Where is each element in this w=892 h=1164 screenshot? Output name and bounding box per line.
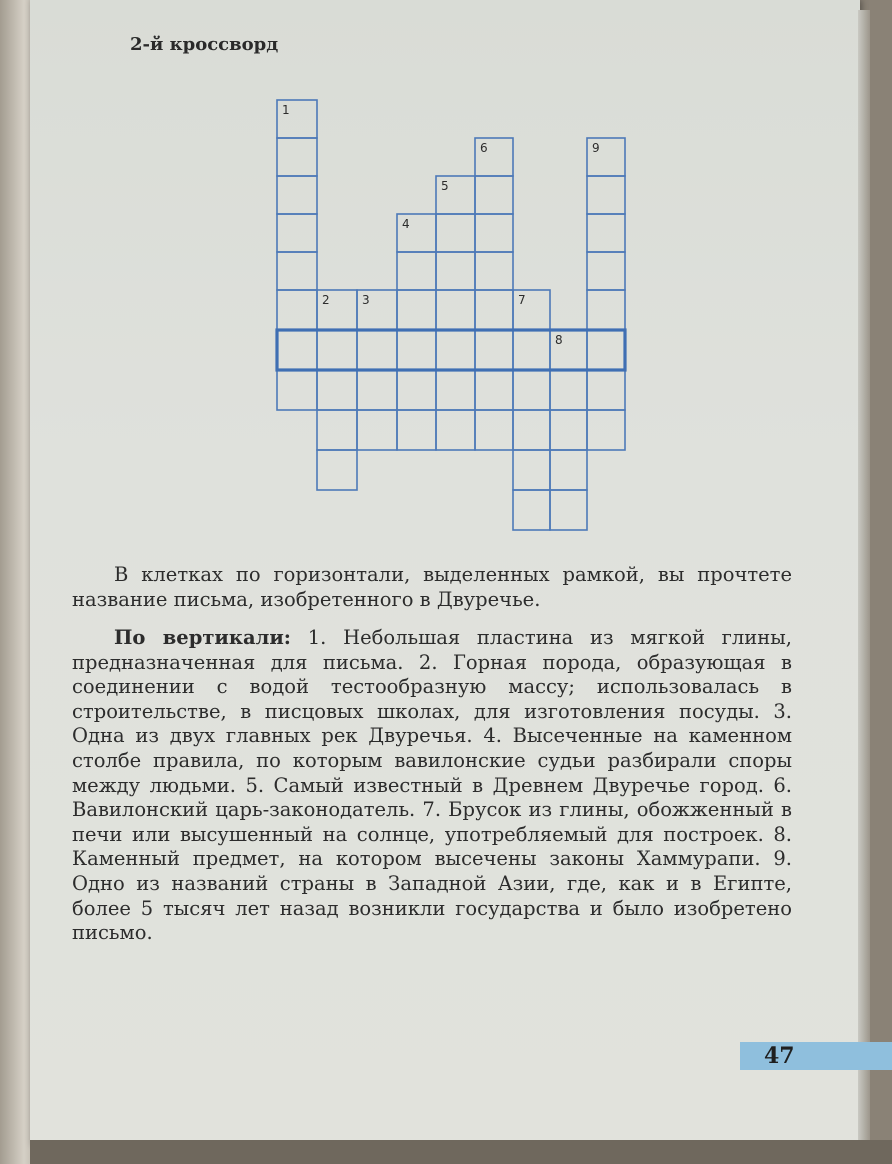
crossword-cell [317,370,357,410]
crossword-cell [277,252,317,290]
crossword-cell [475,252,513,290]
crossword-cell [317,330,357,370]
crossword-cell [587,330,625,370]
crossword-cell [587,252,625,290]
clue-number: 1 [282,103,290,117]
clue-number: 7 [518,293,526,307]
crossword-cell [436,252,475,290]
crossword-cell [277,176,317,214]
crossword-cell [317,450,357,490]
crossword-grid [0,0,892,560]
crossword-cell [357,330,397,370]
crossword-cell [550,490,587,530]
crossword-cell [475,410,513,450]
crossword-cell [475,176,513,214]
crossword-cell [397,252,436,290]
clue-number: 5 [441,179,449,193]
crossword-cell [550,370,587,410]
crossword-cell [475,214,513,252]
clue-number: 4 [402,217,410,231]
clues-text: 1. Небольшая пластина из мягкой глины, предназначенная для письма. 2. Горная порода, образующая в соединении с водой тестообразную массу; использовалась в строительстве, в писцовых школах, для изготовления посуды. 3. Одна из двух главных рек Двуречья. 4. Высеченные на каменном столбе правила, по которым вавилонские судьи разбирали споры между людьми. 5. Самый известный в Древнем Двуречье город. 6. Вавилонский царь-законодатель. 7. Брусок из глины, обожженный в печи или высушенный на солнце, употребляемый для построек. 8. Каменный предмет, на котором высечены законы Хаммурапи. 9. Одно из названий страны в Западной Азии, где, как и в Египте, более 5 тысяч лет назад возникли государства и было изобретено письмо. [72,626,792,945]
clue-number: 8 [555,333,563,347]
crossword-cell [513,410,550,450]
highlighted-row-frame [277,330,625,370]
crossword-cell [397,330,436,370]
crossword-cell [513,370,550,410]
crossword-cell [277,330,317,370]
crossword-cell [513,490,550,530]
page-title: 2-й кроссворд [130,34,279,55]
crossword-cell [587,410,625,450]
crossword-cell [277,290,317,330]
clues-block [72,626,792,946]
crossword-cell [436,410,475,450]
crossword-cell [475,370,513,410]
crossword-cell [550,410,587,450]
crossword-cell [357,410,397,450]
crossword-cell [277,214,317,252]
crossword-cell [587,214,625,252]
clue-number: 6 [480,141,488,155]
crossword-cell [397,370,436,410]
table-surface [30,1140,892,1164]
crossword-cell [550,450,587,490]
crossword-cell [475,330,513,370]
page-number: 47 [764,1043,795,1069]
crossword-cell [397,410,436,450]
page-number-bar [740,1042,892,1070]
crossword-cell [317,410,357,450]
crossword-cell [277,370,317,410]
crossword-cell [587,370,625,410]
crossword-cell [436,330,475,370]
crossword-cell [277,138,317,176]
crossword-cell [513,450,550,490]
crossword-cell [475,290,513,330]
crossword-cell [587,290,625,330]
clue-number: 2 [322,293,330,307]
crossword-cell [397,290,436,330]
crossword-cell [357,370,397,410]
clues-heading: По вертикали: [114,626,292,649]
clue-number: 9 [592,141,600,155]
instructions-text: В клетках по горизонтали, выделенных рамкой, вы прочтете название письма, изобретенного в Двуречье. [72,563,792,611]
crossword-cell [436,214,475,252]
crossword-cell [436,370,475,410]
clue-number: 3 [362,293,370,307]
crossword-cell [587,176,625,214]
crossword-cell [436,290,475,330]
crossword-cell [513,330,550,370]
